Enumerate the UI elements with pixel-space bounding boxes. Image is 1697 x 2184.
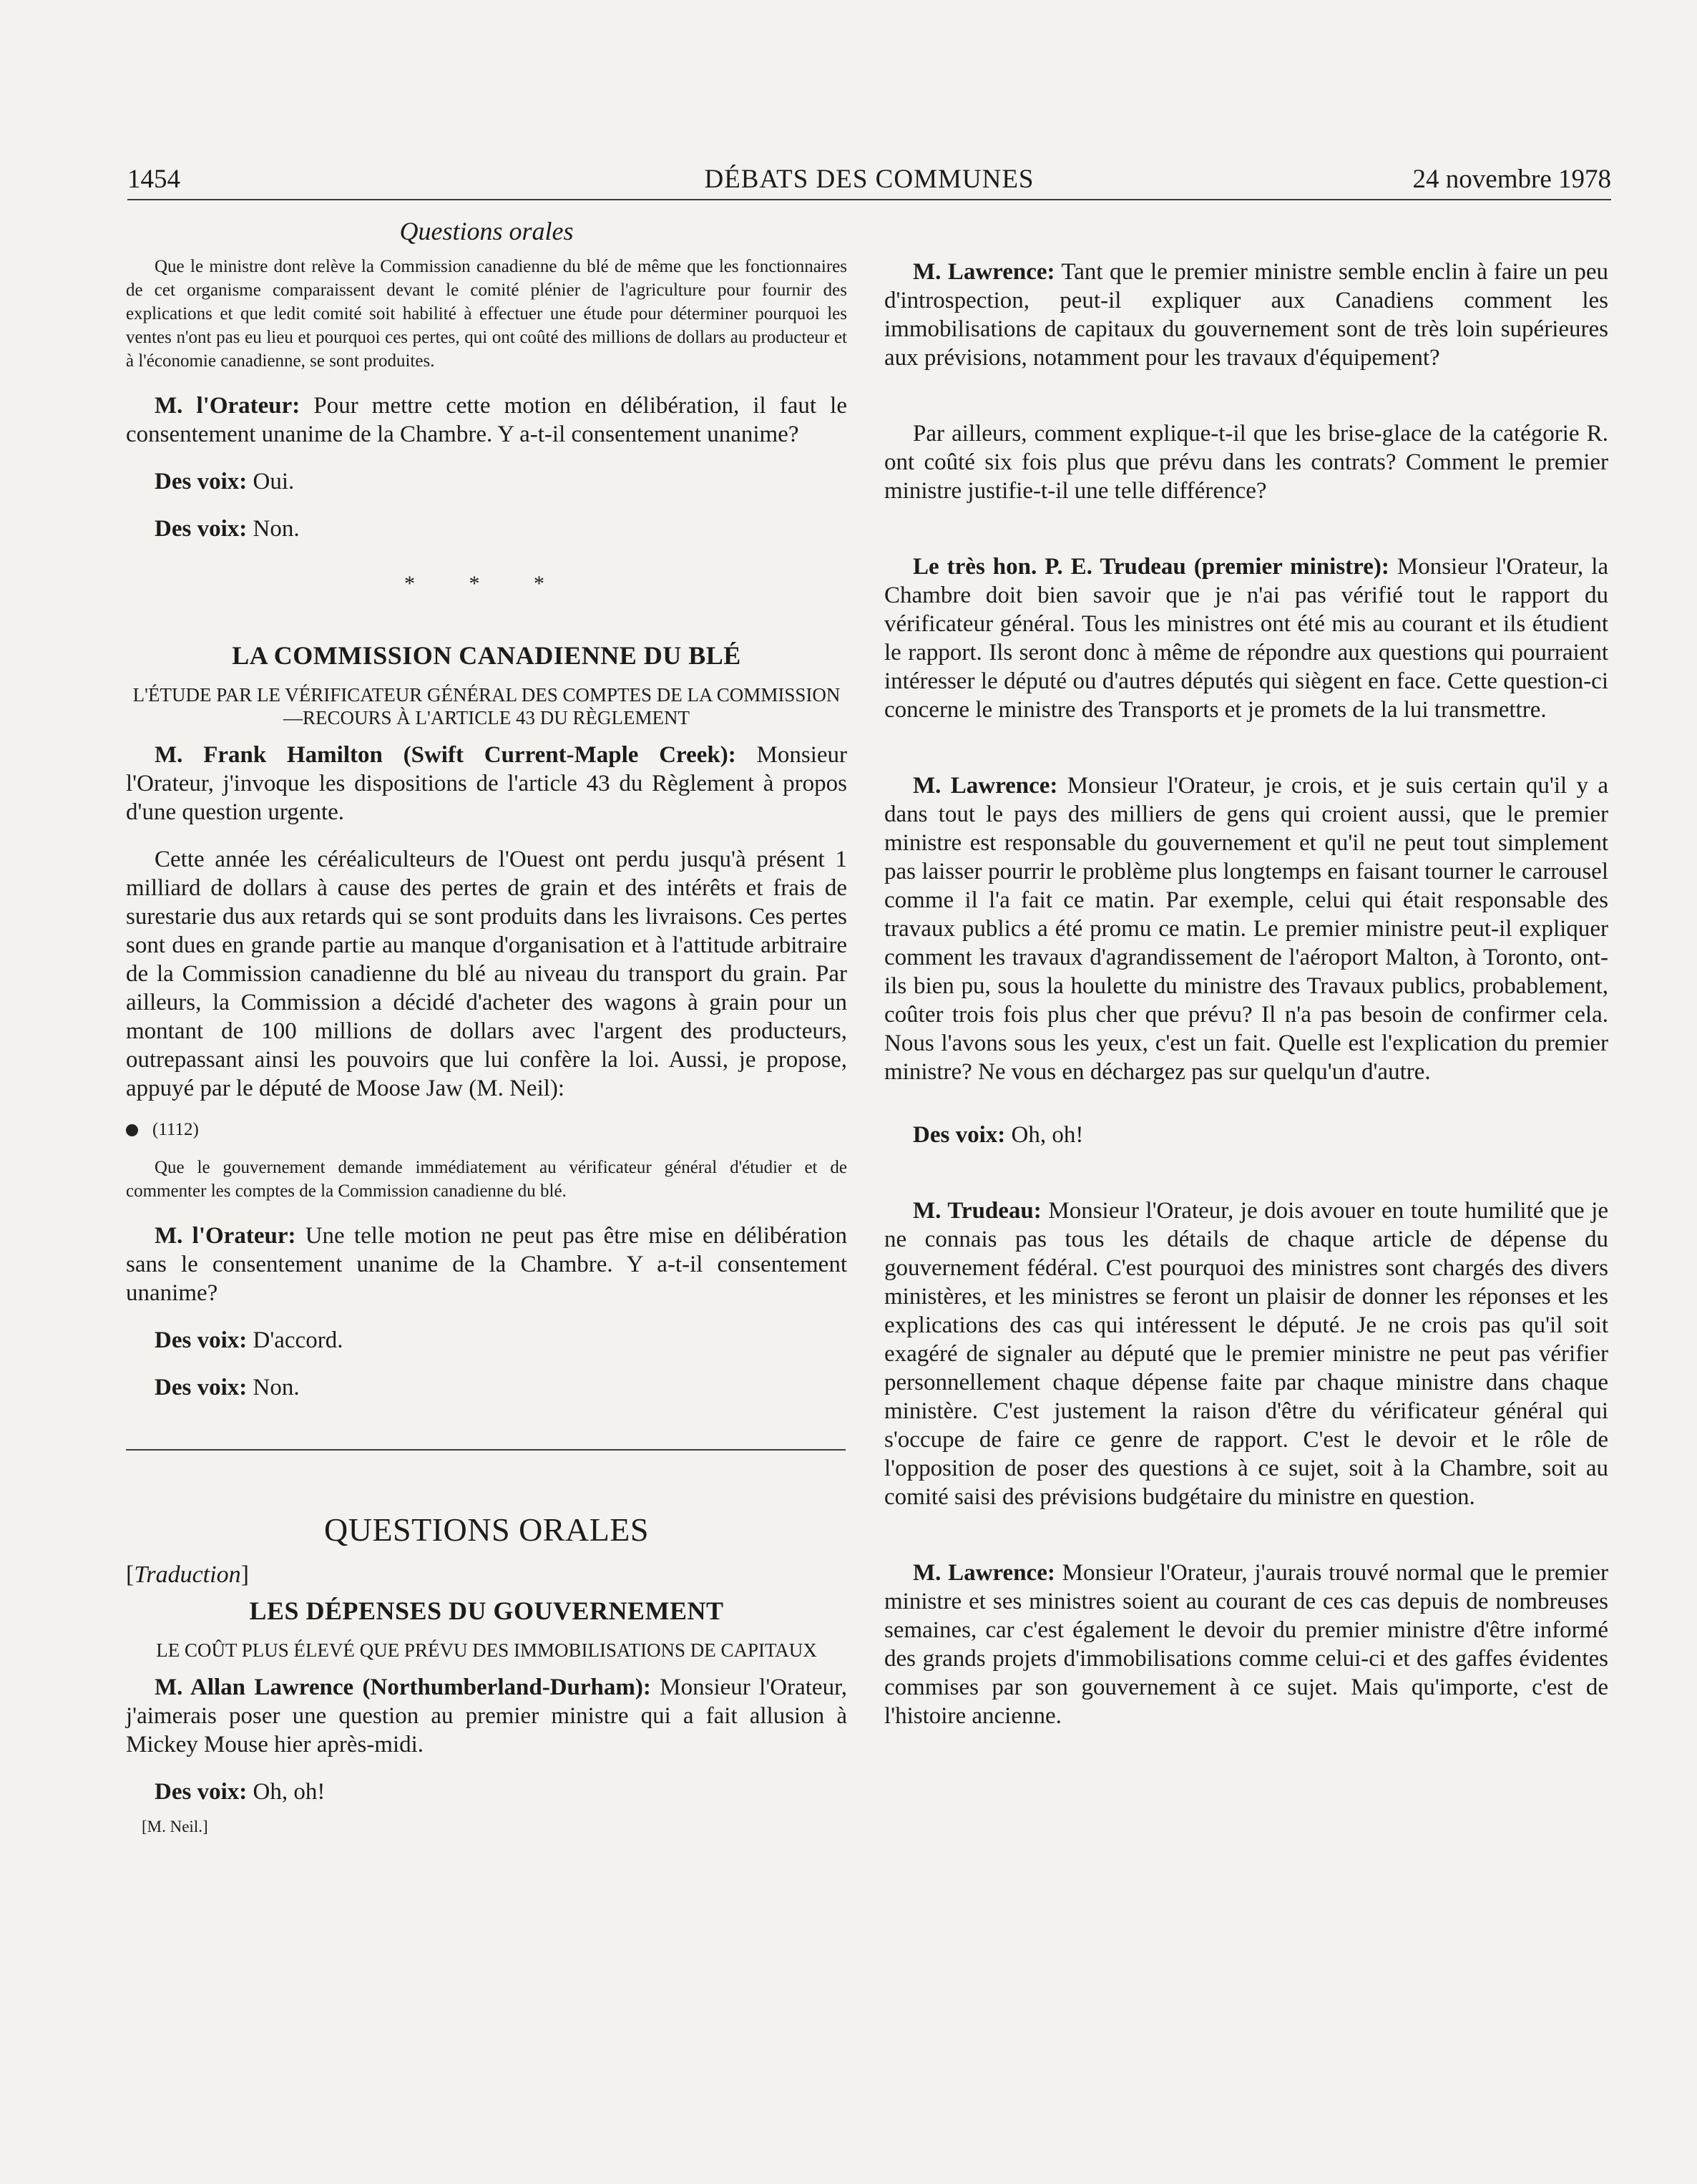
speech-text: Monsieur l'Orateur, j'invoque les dispositions de l'article 43 du Règlement à propos d'une question urgente. [126, 742, 847, 825]
speech-paragraph [884, 1559, 1608, 1730]
translation-tag: [Traduction] [126, 1561, 249, 1588]
speaker: M. Lawrence: [913, 259, 1055, 285]
speech-text: Monsieur l'Orateur, je dois avouer en toute humilité que je ne connais pas tous les détails de chaque article de dépense du gouvernement fédéral. C'est pourquoi des ministres sont chargés des divers ministères, et les ministres se feront un plaisir de donner les réponses et les explications des cas qui intéressent le député. Je ne crois pas qu'il soit exagéré de signaler au député que le premier ministre ne peut pas vérifier personnellement chaque dépense faite par chaque ministre dans chaque ministère. C'est justement la raison d'être du vérificateur général qui s'occupe de faire ce genre de rapport. C'est le devoir et le rôle de l'opposition de poser des questions à ce sujet, soit à la Chambre, soit au comité saisi des prévisions budgétaire du ministre en question. [884, 1198, 1608, 1510]
speech-paragraph [126, 1326, 847, 1355]
speech-paragraph [126, 391, 847, 449]
right-column [884, 258, 1608, 1730]
speech-paragraph [126, 1673, 847, 1759]
speech-text: Monsieur l'Orateur, j'aurais trouvé normal que le premier ministre et ses ministres soient au courant de ces cas depuis de nombreuses semaines, car c'est également le devoir du premier ministre d'être informé des grands projets d'immobilisations comme celui-ci et des gaffes évidentes commises par son gouvernement à ce sujet. Mais qu'importe, c'est de l'histoire ancienne. [884, 1560, 1609, 1729]
page-date: 24 novembre 1978 [1412, 165, 1611, 194]
speech-text: Pour mettre cette motion en délibération, il faut le consentement unanime de la Chambre. Y a-t-il consentement unanime? [126, 393, 847, 447]
speech-paragraph [884, 552, 1608, 724]
speech-paragraph [884, 1196, 1608, 1511]
speech-paragraph [126, 1778, 847, 1806]
speech-paragraph [126, 1222, 847, 1307]
timestamp-text: (1112) [152, 1120, 199, 1139]
section-subheading: L'ÉTUDE PAR LE VÉRIFICATEUR GÉNÉRAL DES COMPTES DE LA COMMISSION—RECOURS À L'ARTICLE 43 DU RÈGLEMENT [132, 684, 841, 728]
page-number: 1454 [127, 165, 180, 194]
speaker: M. Trudeau: [913, 1198, 1042, 1224]
speaker: Des voix: [155, 1327, 248, 1353]
translation-label: Traduction [134, 1561, 241, 1588]
speech-paragraph [884, 771, 1608, 1086]
margin-reference: [M. Neil.] [142, 1818, 208, 1836]
speech-text: Tant que le premier ministre semble enclin à faire un peu d'introspection, peut-il expliquer aux Canadiens comment les immobilisations de capitaux du gouvernement sont de très loin supérieures aux prévisions, notamment pour les travaux d'équipement? [884, 259, 1608, 371]
speech-text: Oh, oh! [247, 1779, 326, 1805]
speech-text: Monsieur l'Orateur, j'aimerais poser une question au premier ministre qui a fait allusion à Mickey Mouse hier après-midi. [126, 1674, 847, 1758]
speaker: Des voix: [155, 469, 248, 494]
section-heading: LA COMMISSION CANADIENNE DU BLÉ [232, 641, 741, 670]
speech-paragraph [126, 515, 847, 543]
speech-text: Oui. [247, 469, 295, 494]
speech-paragraph: Par ailleurs, comment explique-t-il que les brise-glace de la catégorie R. ont coûté six fois plus que prévu dans les contrats? Comment le premier ministre justifie-t-il une telle différence? [884, 421, 1608, 504]
page-header [127, 159, 1611, 200]
speaker: M. l'Orateur: [155, 393, 300, 419]
timestamp [126, 1120, 847, 1140]
speech-paragraph [126, 467, 847, 496]
section-heading: LES DÉPENSES DU GOUVERNEMENT [249, 1596, 724, 1625]
speaker: M. Allan Lawrence (Northumberland-Durham): [155, 1674, 651, 1700]
speaker: M. Lawrence: [913, 1560, 1055, 1586]
speech-paragraph [884, 258, 1608, 372]
speaker: Le très hon. P. E. Trudeau (premier ministre): [913, 554, 1389, 580]
speech-text: Monsieur l'Orateur, la Chambre doit bien savoir que je n'ai pas vérifié tout le rapport du vérificateur général. Tous les ministres ont été mis au courant et ils étudient le rapport. Ils seront donc à même de répondre aux questions qui pourraient intéresser le député ou d'autres députés qui siègent en face. Cette question-ci concerne le ministre des Transports et je promets de la lui transmettre. [884, 554, 1609, 723]
bullet-icon [126, 1124, 138, 1136]
speech-paragraph [126, 1373, 847, 1402]
speaker: Des voix: [155, 516, 248, 542]
speech-paragraph [126, 741, 847, 827]
left-column [126, 208, 847, 1836]
speech-text: D'accord. [247, 1327, 343, 1353]
motion-text: Que le ministre dont relève la Commission canadienne du blé de même que les fonctionnaires de cet organisme comparaissent devant le comité plénier de l'agriculture pour fournir des explications et que ledit comité soit habilité à effectuer une étude pour déterminer pourquoi les ventes n'ont pas eu lieu et pourquoi ces pertes, qui ont coûté des millions de dollars au producteur et à l'économie canadienne, se sont produites. [126, 257, 847, 371]
speech-paragraph: Cette année les céréaliculteurs de l'Ouest ont perdu jusqu'à présent 1 milliard de dollars à cause des pertes de grain et des intérêts et frais de surestarie dus aux retards qui se sont produits dans les livraisons. Ces pertes sont dues en grande partie au manque d'organisation et à l'attitude arbitraire de la Commission canadienne du blé au niveau du transport du grain. Par ailleurs, la Commission a décidé d'acheter des wagons à grain pour un montant de 100 millions de dollars avec l'argent des producteurs, outrepassant ainsi les pouvoirs que lui confère la loi. Aussi, je propose, appuyé par le député de Moose Jaw (M. Neil): [126, 847, 847, 1101]
speech-text: Non. [247, 516, 300, 542]
publication-title: DÉBATS DES COMMUNES [704, 165, 1035, 194]
speech-paragraph [884, 1121, 1608, 1149]
speech-text: Monsieur l'Orateur, je crois, et je suis certain qu'il y a dans tout le pays des milliers de gens qui croient aussi, que le premier ministre est responsable du gouvernement et qu'il ne peut tout simplement pas laisser pourrir le problème plus longtemps en faisant tourner le carrousel comme il l'a fait ce matin. Par exemple, celui qui était responsable des travaux publics a été promu ce matin. Le premier ministre peut-il expliquer comment les travaux d'agrandissement de l'aéroport Malton, à Toronto, ont-ils bien pu, sous la houlette du ministre des Travaux publics, probablement, coûter trois fois plus cher que prévu? Il n'a pas besoin de confirmer cela. Nous l'avons sous les yeux, c'est un fait. Quelle est l'explication du premier ministre? Ne vous en déchargez pas sur quelqu'un d'autre. [884, 773, 1609, 1085]
motion-text: Que le gouvernement demande immédiatement au vérificateur général d'étudier et de commenter les comptes de la Commission canadienne du blé. [126, 1158, 847, 1201]
speaker: Des voix: [155, 1375, 248, 1400]
speech-text: Non. [247, 1375, 300, 1400]
speaker: M. l'Orateur: [155, 1223, 296, 1249]
speaker: Des voix: [155, 1779, 248, 1805]
speaker: Des voix: [913, 1122, 1006, 1148]
speaker: M. Frank Hamilton (Swift Current-Maple Creek): [155, 742, 736, 768]
speech-text: Une telle motion ne peut pas être mise en délibération sans le consentement unanime de la Chambre. Y a-t-il consentement unanime? [126, 1223, 847, 1306]
section-subheading: LE COÛT PLUS ÉLEVÉ QUE PRÉVU DES IMMOBILISATIONS DE CAPITAUX [156, 1639, 817, 1661]
speech-text: Oh, oh! [1005, 1122, 1084, 1148]
running-head: Questions orales [399, 217, 574, 245]
section-separator: * * * [404, 572, 569, 595]
speaker: M. Lawrence: [913, 773, 1058, 799]
section-divider [126, 1449, 846, 1451]
section-heading-major: QUESTIONS ORALES [324, 1511, 649, 1548]
